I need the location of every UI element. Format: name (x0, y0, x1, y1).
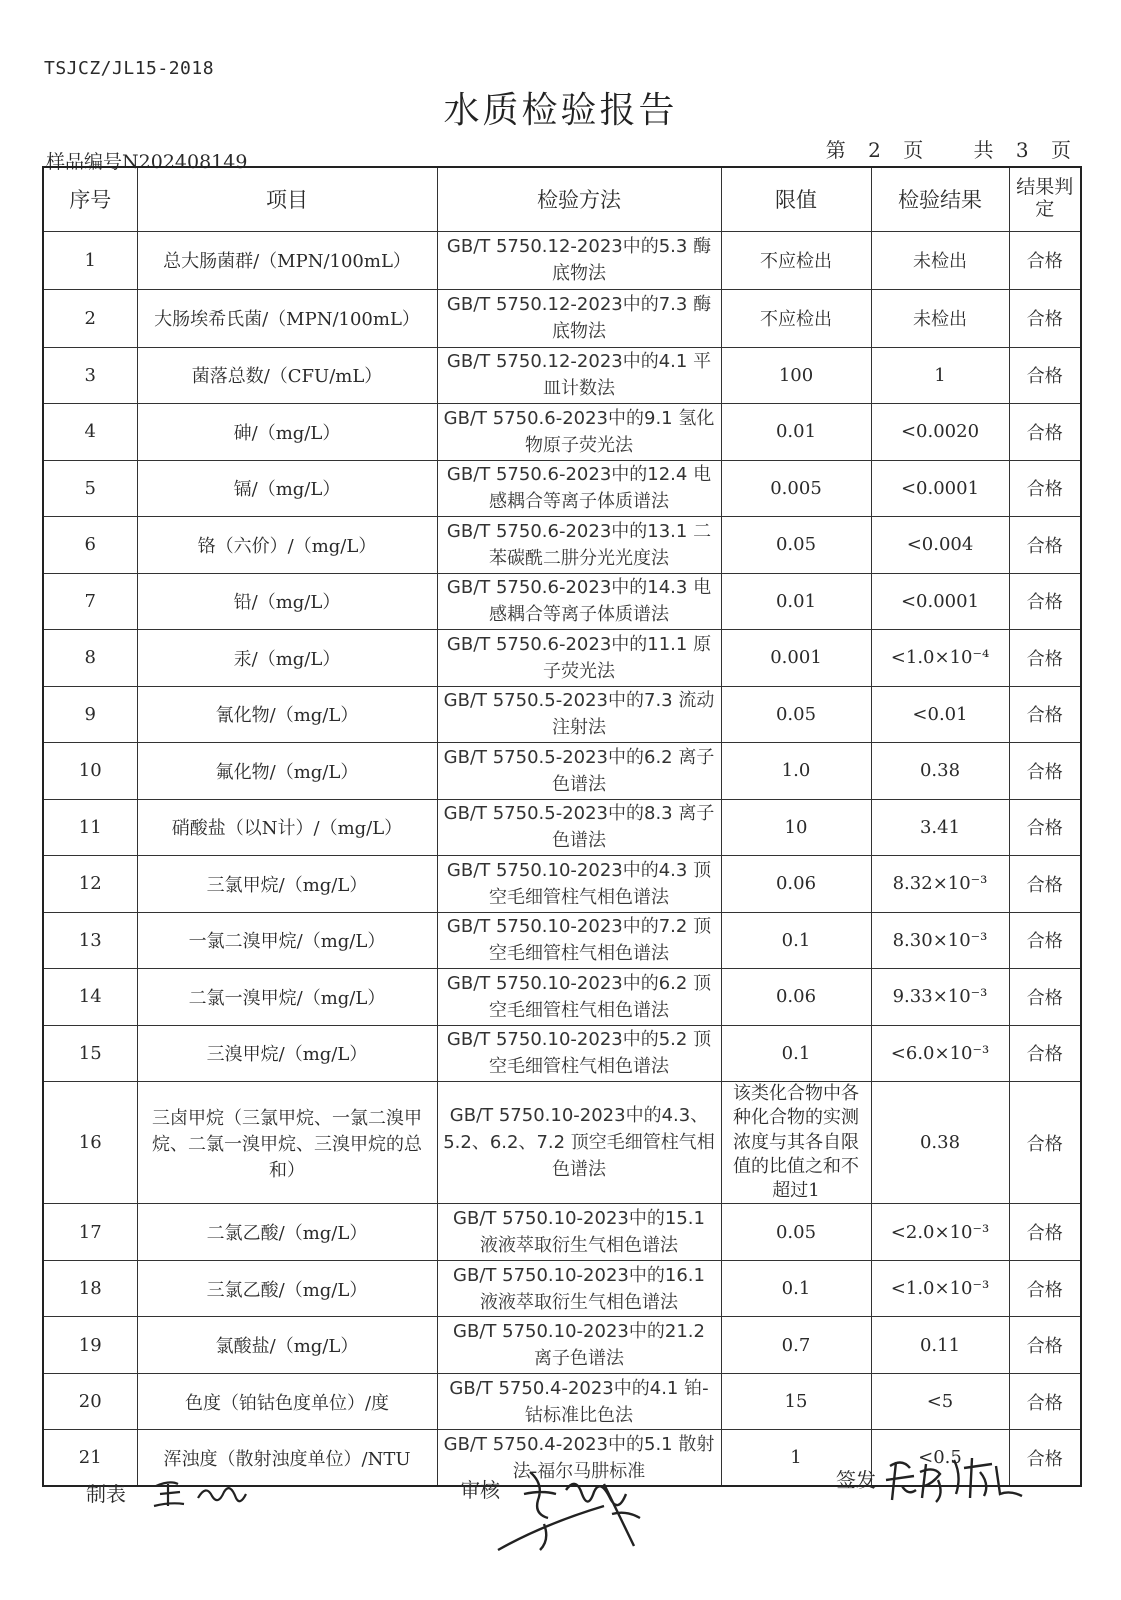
row-result: 8.30×10⁻³ (871, 912, 1009, 969)
page-total-prefix: 共 (973, 138, 994, 162)
row-item: 镉/（mg/L） (137, 460, 437, 517)
row-method: GB/T 5750.4-2023中的5.1 散射法-福尔马肼标准 (437, 1430, 721, 1487)
row-result: <0.0001 (871, 573, 1009, 630)
page-total: 3 (1015, 138, 1029, 162)
row-number: 12 (43, 856, 137, 913)
signature-footer (0, 1468, 1121, 1600)
row-result: <0.01 (871, 686, 1009, 743)
row-limit: 不应检出 (721, 289, 871, 347)
row-result: 0.38 (871, 1082, 1009, 1204)
row-item: 汞/（mg/L） (137, 630, 437, 687)
header-method: 检验方法 (437, 167, 721, 231)
table-row (43, 1373, 1081, 1430)
table-row (43, 1317, 1081, 1374)
issued-signature (880, 1450, 1030, 1506)
row-verdict: 合格 (1009, 1317, 1081, 1374)
sample-label: 样品编号 (46, 151, 123, 173)
row-limit: 0.05 (721, 1204, 871, 1261)
row-item: 氟化物/（mg/L） (137, 743, 437, 800)
reviewed-label: 审核 (460, 1478, 500, 1502)
row-limit: 0.05 (721, 517, 871, 574)
row-limit: 0.001 (721, 630, 871, 687)
row-result: <6.0×10⁻³ (871, 1025, 1009, 1082)
row-number: 2 (43, 289, 137, 347)
row-verdict: 合格 (1009, 630, 1081, 687)
row-number: 4 (43, 404, 137, 461)
table-row (43, 289, 1081, 347)
row-item: 二氯一溴甲烷/（mg/L） (137, 969, 437, 1026)
row-method: GB/T 5750.10-2023中的6.2 顶空毛细管柱气相色谱法 (437, 969, 721, 1026)
row-method: GB/T 5750.6-2023中的14.3 电感耦合等离子体质谱法 (437, 573, 721, 630)
row-item: 色度（铂钴色度单位）/度 (137, 1373, 437, 1430)
row-method: GB/T 5750.6-2023中的11.1 原子荧光法 (437, 630, 721, 687)
row-verdict: 合格 (1009, 799, 1081, 856)
page-current: 2 (868, 138, 881, 162)
prepared-label: 制表 (86, 1482, 126, 1506)
row-verdict: 合格 (1009, 231, 1081, 289)
row-verdict: 合格 (1009, 404, 1081, 461)
row-number: 8 (43, 630, 137, 687)
document-code: TSJCZ/JL15-2018 (44, 58, 215, 79)
row-limit: 0.01 (721, 573, 871, 630)
row-limit: 不应检出 (721, 231, 871, 289)
table-row (43, 460, 1081, 517)
row-method: GB/T 5750.6-2023中的9.1 氢化物原子荧光法 (437, 404, 721, 461)
row-verdict: 合格 (1009, 460, 1081, 517)
row-item: 氰化物/（mg/L） (137, 686, 437, 743)
row-number: 16 (43, 1082, 137, 1204)
row-item: 一氯二溴甲烷/（mg/L） (137, 912, 437, 969)
row-item: 二氯乙酸/（mg/L） (137, 1204, 437, 1261)
row-item: 总大肠菌群/（MPN/100mL） (137, 231, 437, 289)
row-verdict: 合格 (1009, 912, 1081, 969)
row-limit: 0.06 (721, 856, 871, 913)
row-number: 13 (43, 912, 137, 969)
row-item: 硝酸盐（以N计）/（mg/L） (137, 799, 437, 856)
row-number: 5 (43, 460, 137, 517)
table-row (43, 231, 1081, 289)
page-indicator (820, 134, 1071, 163)
row-item: 三氯乙酸/（mg/L） (137, 1260, 437, 1317)
row-number: 9 (43, 686, 137, 743)
row-item: 大肠埃希氏菌/（MPN/100mL） (137, 289, 437, 347)
row-limit: 1.0 (721, 743, 871, 800)
row-method: GB/T 5750.5-2023中的8.3 离子色谱法 (437, 799, 721, 856)
row-method: GB/T 5750.6-2023中的13.1 二苯碳酰二肼分光光度法 (437, 517, 721, 574)
row-number: 10 (43, 743, 137, 800)
row-verdict: 合格 (1009, 289, 1081, 347)
row-method: GB/T 5750.10-2023中的4.3 顶空毛细管柱气相色谱法 (437, 856, 721, 913)
table-row (43, 404, 1081, 461)
table-row (43, 517, 1081, 574)
row-item: 砷/（mg/L） (137, 404, 437, 461)
row-method: GB/T 5750.4-2023中的4.1 铂-钴标准比色法 (437, 1373, 721, 1430)
row-number: 15 (43, 1025, 137, 1082)
table-row (43, 1025, 1081, 1082)
row-limit: 0.05 (721, 686, 871, 743)
table-row (43, 743, 1081, 800)
row-limit: 0.06 (721, 969, 871, 1026)
row-method: GB/T 5750.10-2023中的21.2 离子色谱法 (437, 1317, 721, 1374)
row-limit: 100 (721, 347, 871, 404)
row-result: <0.0020 (871, 404, 1009, 461)
header-row (43, 167, 1081, 231)
row-item: 氯酸盐/（mg/L） (137, 1317, 437, 1374)
row-limit: 1 (721, 1430, 871, 1487)
row-number: 20 (43, 1373, 137, 1430)
row-result: 0.38 (871, 743, 1009, 800)
row-verdict: 合格 (1009, 1373, 1081, 1430)
report-title: 水质检验报告 (443, 90, 678, 131)
row-limit: 15 (721, 1373, 871, 1430)
table-row (43, 630, 1081, 687)
page-word: 页 (903, 138, 924, 162)
table-row (43, 799, 1081, 856)
row-limit: 该类化合物中各种化合物的实测浓度与其各自限值的比值之和不超过1 (721, 1082, 871, 1204)
table-row (43, 969, 1081, 1026)
row-verdict: 合格 (1009, 856, 1081, 913)
row-item: 铬（六价）/（mg/L） (137, 517, 437, 574)
row-verdict: 合格 (1009, 1430, 1081, 1487)
row-number: 19 (43, 1317, 137, 1374)
row-result: <0.004 (871, 517, 1009, 574)
row-verdict: 合格 (1009, 1204, 1081, 1261)
row-number: 3 (43, 347, 137, 404)
row-result: 3.41 (871, 799, 1009, 856)
row-item: 浑浊度（散射浊度单位）/NTU (137, 1430, 437, 1487)
row-method: GB/T 5750.10-2023中的7.2 顶空毛细管柱气相色谱法 (437, 912, 721, 969)
table-row (43, 856, 1081, 913)
row-method: GB/T 5750.12-2023中的5.3 酶底物法 (437, 231, 721, 289)
row-method: GB/T 5750.5-2023中的7.3 流动注射法 (437, 686, 721, 743)
row-verdict: 合格 (1009, 1025, 1081, 1082)
header-result: 检验结果 (871, 167, 1009, 231)
row-result: 9.33×10⁻³ (871, 969, 1009, 1026)
table-row (43, 912, 1081, 969)
header-limit: 限值 (721, 167, 871, 231)
table-row (43, 1082, 1081, 1204)
row-result: <0.5 (871, 1430, 1009, 1487)
row-method: GB/T 5750.10-2023中的16.1 液液萃取衍生气相色谱法 (437, 1260, 721, 1317)
row-result: <1.0×10⁻⁴ (871, 630, 1009, 687)
report-table (42, 166, 1082, 1487)
row-verdict: 合格 (1009, 347, 1081, 404)
table-row (43, 686, 1081, 743)
table-row (43, 573, 1081, 630)
row-method: GB/T 5750.10-2023中的5.2 顶空毛细管柱气相色谱法 (437, 1025, 721, 1082)
row-number: 18 (43, 1260, 137, 1317)
table-row (43, 347, 1081, 404)
row-method: GB/T 5750.5-2023中的6.2 离子色谱法 (437, 743, 721, 800)
row-verdict: 合格 (1009, 969, 1081, 1026)
row-limit: 0.1 (721, 1025, 871, 1082)
row-number: 1 (43, 231, 137, 289)
row-verdict: 合格 (1009, 1082, 1081, 1204)
row-verdict: 合格 (1009, 517, 1081, 574)
row-method: GB/T 5750.10-2023中的4.3、5.2、6.2、7.2 顶空毛细管柱气相色谱法 (437, 1082, 721, 1204)
header-no: 序号 (43, 167, 137, 231)
row-method: GB/T 5750.6-2023中的12.4 电感耦合等离子体质谱法 (437, 460, 721, 517)
row-result: 1 (871, 347, 1009, 404)
row-number: 17 (43, 1204, 137, 1261)
row-result: <2.0×10⁻³ (871, 1204, 1009, 1261)
row-verdict: 合格 (1009, 1260, 1081, 1317)
row-limit: 10 (721, 799, 871, 856)
row-limit: 0.01 (721, 404, 871, 461)
row-number: 14 (43, 969, 137, 1026)
row-verdict: 合格 (1009, 686, 1081, 743)
table-row (43, 1204, 1081, 1261)
row-item: 三溴甲烷/（mg/L） (137, 1025, 437, 1082)
row-verdict: 合格 (1009, 573, 1081, 630)
row-item: 菌落总数/（CFU/mL） (137, 347, 437, 404)
row-result: 0.11 (871, 1317, 1009, 1374)
row-result: <0.0001 (871, 460, 1009, 517)
row-verdict: 合格 (1009, 743, 1081, 800)
page-total-suffix: 页 (1051, 138, 1071, 162)
row-limit: 0.005 (721, 460, 871, 517)
row-number: 7 (43, 573, 137, 630)
row-number: 6 (43, 517, 137, 574)
row-method: GB/T 5750.12-2023中的7.3 酶底物法 (437, 289, 721, 347)
row-item: 三卤甲烷（三氯甲烷、一氯二溴甲烷、二氯一溴甲烷、三溴甲烷的总和） (137, 1082, 437, 1204)
reviewed-signature (494, 1454, 654, 1564)
row-method: GB/T 5750.12-2023中的4.1 平皿计数法 (437, 347, 721, 404)
row-result: 8.32×10⁻³ (871, 856, 1009, 913)
sample-value: N202408149 (122, 151, 248, 173)
table-row (43, 1260, 1081, 1317)
header-item: 项目 (137, 167, 437, 231)
issued-label: 签发 (836, 1468, 876, 1492)
page-prefix: 第 (825, 138, 846, 162)
row-result: 未检出 (871, 231, 1009, 289)
row-result: <1.0×10⁻³ (871, 1260, 1009, 1317)
row-limit: 0.7 (721, 1317, 871, 1374)
row-limit: 0.1 (721, 1260, 871, 1317)
row-item: 三氯甲烷/（mg/L） (137, 856, 437, 913)
prepared-signature (150, 1472, 250, 1514)
row-number: 11 (43, 799, 137, 856)
header-verdict: 结果判定 (1009, 167, 1081, 231)
row-item: 铅/（mg/L） (137, 573, 437, 630)
row-limit: 0.1 (721, 912, 871, 969)
row-number: 21 (43, 1430, 137, 1487)
row-method: GB/T 5750.10-2023中的15.1 液液萃取衍生气相色谱法 (437, 1204, 721, 1261)
row-result: <5 (871, 1373, 1009, 1430)
row-result: 未检出 (871, 289, 1009, 347)
